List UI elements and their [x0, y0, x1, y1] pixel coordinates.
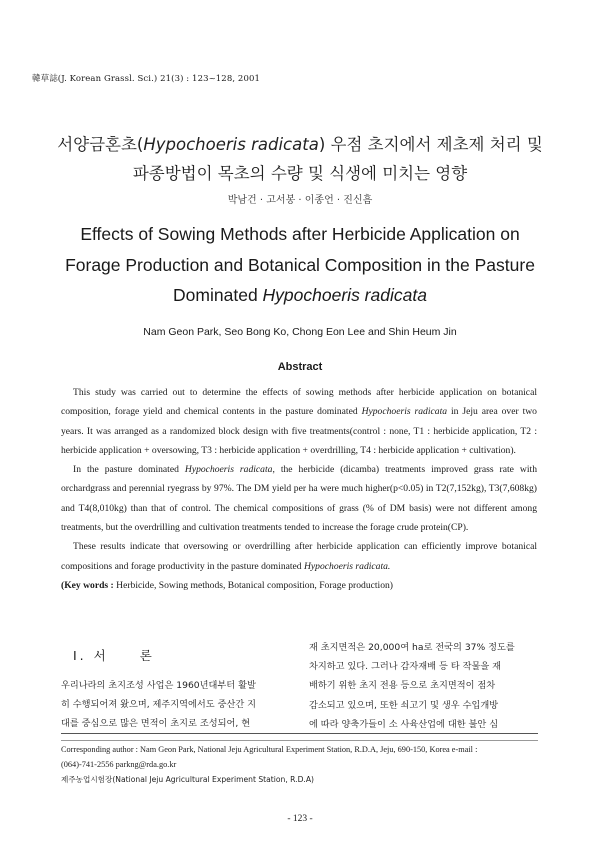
intro-right-line: 재 초지면적은 20,000여 ha로 전국의 37% 정도를	[309, 642, 515, 653]
footnote-corresponding-author: Corresponding author : Nam Geon Park, National Jeju Agricultural Experiment Station, R.D.A, Jeju, 690-150, Korea e-mail :	[61, 745, 478, 754]
abstract-body	[61, 383, 537, 595]
abstract-paragraph-2: In the pasture dominated Hypochoeris radicata, the herbicide (dicamba) treatments improved grass rate with orchardgrass and perennial ryegrass by 97%. The DM yield per ha were much higher(p<0.05) in T2(7,152kg), T3(7,608kg) and T4(8,010kg) than that of control. The chemical compositions of grass (% of DM basis) were not different among treatments, but the overdrilling and cultivation treatments tended to increase the forage crude protein(CP).	[61, 464, 537, 534]
intro-right-line: 차지하고 있다. 그러나 감자재배 등 타 작물을 재	[309, 661, 501, 673]
intro-left-column	[61, 676, 297, 734]
title-english-species: Hypochoeris radicata	[262, 285, 427, 305]
journal-citation: 韓草誌(J. Korean Grassl. Sci.) 21(3) : 123~128, 2001	[32, 74, 260, 84]
intro-right-line: 에 따라 양축가들이 소 사육산업에 대한 불안 심	[309, 718, 499, 730]
intro-left-line: 대를 중심으로 많은 면적이 초지로 조성되어, 현	[61, 718, 251, 730]
title-english-line2: Forage Production and Botanical Composition in the Pasture	[65, 255, 535, 275]
footnote-divider-thin	[61, 740, 538, 741]
title-english-line1: Effects of Sowing Methods after Herbicide Application on	[80, 224, 520, 244]
intro-right-column	[309, 638, 545, 734]
footnote-affiliation: 제주농업시험장(National Jeju Agricultural Experiment Station, R.D.A)	[61, 775, 315, 784]
intro-left-line: 우리나라의 초지조성 사업은 1960년대부터 활발	[61, 680, 256, 691]
intro-left-line: 히 수행되어져 왔으며, 제주지역에서도 중산간 지	[61, 699, 257, 711]
title-korean-line1: 서양금혼초(Hypochoeris radicata) 우점 초지에서 제초제 처리 및	[57, 135, 543, 154]
key-words: (Key words : Herbicide, Sowing methods, Botanical composition, Forage production)	[61, 579, 394, 591]
authors-korean: 박남건 · 고서봉 · 이종언 · 진신흠	[227, 195, 373, 206]
title-korean-line2: 파종방법이 목초의 수량 및 식생에 미치는 영향	[132, 164, 468, 183]
authors-english: Nam Geon Park, Seo Bong Ko, Chong Eon Lee and Shin Heum Jin	[143, 326, 457, 338]
abstract-paragraph-3: These results indicate that oversowing or overdrilling after herbicide application can efficiently improve botanical compositions and forage productivity in the pasture dominated Hypochoeris radicata.	[61, 541, 537, 572]
title-korean-species: Hypochoeris radicata	[143, 135, 319, 154]
abstract-paragraph-1: This study was carried out to determine the effects of sowing methods after herbicide application on botanical composition, forage yield and chemical contents in the pasture dominated Hypochoeris radicata in Jeju area over two years. It was arranged as a randomized block design with five treatments(control : none, T1 : herbicide application, T2 : herbicide application + oversowing, T3 : herbicide application + overdrilling, T4 : herbicide application + cultivation).	[61, 387, 537, 456]
title-english-line3: Dominated Hypochoeris radicata	[173, 285, 427, 305]
intro-right-line: 감소되고 있으며, 또한 쇠고기 및 생우 수입개방	[309, 699, 499, 711]
abstract-heading: Abstract	[277, 361, 323, 373]
intro-right-line: 배하기 위한 초지 전용 등으로 초지면적이 점차	[309, 680, 496, 692]
page-number: - 123 -	[287, 814, 313, 824]
section-heading-introduction: Ⅰ. 서 론	[73, 648, 155, 663]
footnote-contact: (064)-741-2556 parkng@rda.go.kr	[61, 760, 177, 769]
footnote-divider	[61, 733, 538, 734]
